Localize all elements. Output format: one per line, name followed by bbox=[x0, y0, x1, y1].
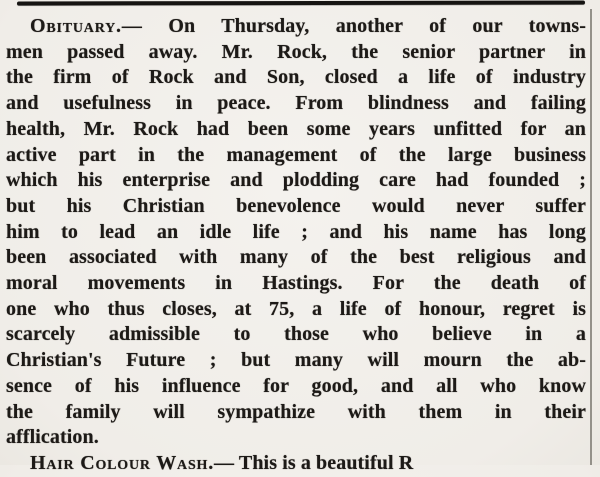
article-heading: Obituary. bbox=[30, 15, 122, 37]
article-line: the firm of Rock and Son, closed a life of industry bbox=[6, 66, 586, 89]
article-line: active part in the management of the large business bbox=[6, 143, 586, 166]
article-line: scarcely admissible to those who believe in a bbox=[6, 323, 586, 346]
article-line: moral movements in Hastings. For the death of bbox=[6, 272, 586, 295]
article-line: and usefulness in peace. From blindness and failing bbox=[6, 92, 586, 115]
article-line: men passed away. Mr. Rock, the senior partner in bbox=[6, 40, 586, 63]
article-line: afflication. bbox=[6, 426, 99, 449]
article-line: the family will sympathize with them in their bbox=[6, 400, 586, 423]
article-line-text: — On Thursday, another of our towns- bbox=[121, 15, 586, 37]
next-article-teaser bbox=[6, 451, 586, 477]
article-line: been associated with many of the best religious and bbox=[6, 246, 586, 269]
article-line: Christian's Future ; but many will mourn the ab- bbox=[6, 349, 586, 372]
column-divider-rule bbox=[590, 9, 592, 465]
article-line: health, Mr. Rock had been some years unfitted for an bbox=[6, 117, 586, 140]
article-line: him to lead an idle life ; and his name has long bbox=[6, 220, 586, 243]
next-article-heading: Hair Colour Wash. bbox=[30, 452, 215, 474]
article-line bbox=[6, 14, 586, 40]
horizontal-rule bbox=[17, 1, 585, 6]
obituary-article bbox=[6, 14, 586, 451]
article-line: sence of his influence for good, and all who know bbox=[6, 374, 586, 397]
next-article-teaser-text: — This is a beautiful R bbox=[214, 452, 414, 474]
article-line: one who thus closes, at 75, a life of honour, regret is bbox=[6, 297, 586, 320]
article-line: but his Christian benevolence would never suffer bbox=[6, 194, 586, 217]
article-line: which his enterprise and plodding care had founded ; bbox=[6, 169, 586, 192]
